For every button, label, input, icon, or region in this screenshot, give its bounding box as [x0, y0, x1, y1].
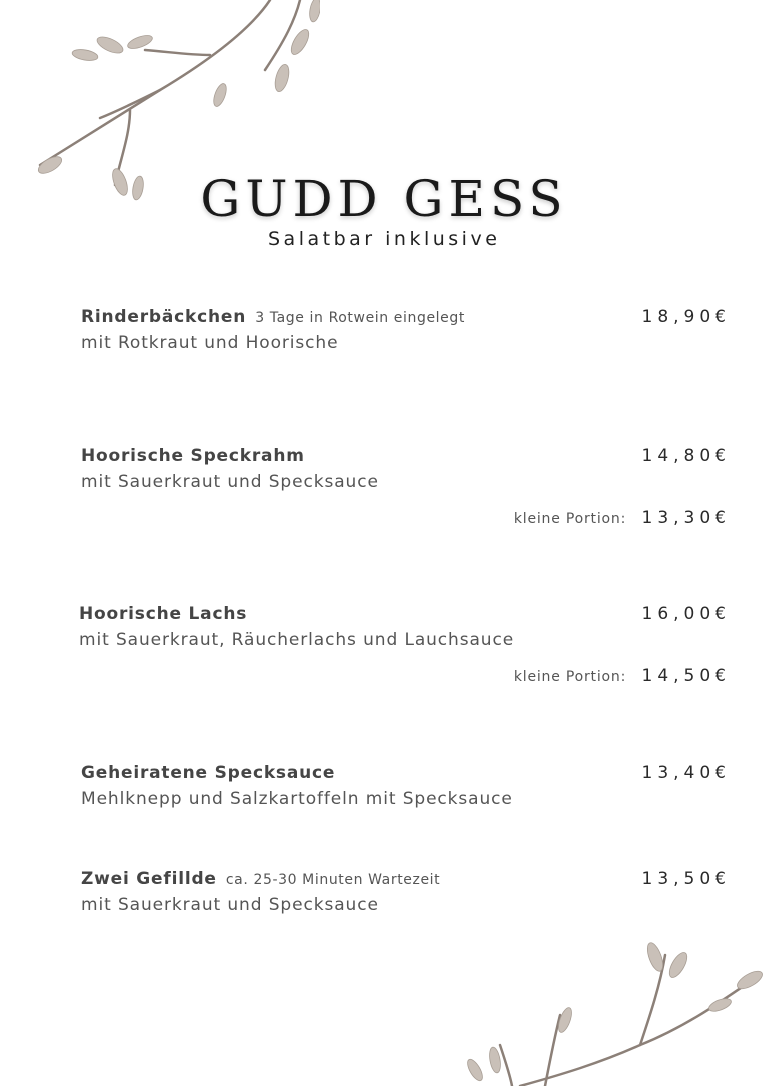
- menu-title: GUDD GESS: [200, 170, 568, 228]
- menu-item: [81, 869, 731, 915]
- dish-name: Geheiratene Specksauce: [81, 763, 336, 783]
- dish-name: Rinderbäckchen: [81, 307, 247, 327]
- dish-name: Hoorische Lachs: [79, 604, 248, 624]
- small-portion-price: 14,50€: [641, 666, 731, 686]
- small-portion-label: kleine Portion:: [513, 511, 627, 527]
- branch-decoration-bottom: [440, 935, 768, 1086]
- dish-price: 18,90€: [641, 307, 731, 327]
- menu-subtitle: Salatbar inklusive: [268, 228, 501, 250]
- dish-note: 3 Tage in Rotwein eingelegt: [255, 310, 465, 326]
- menu-item: [79, 604, 731, 686]
- dish-description: mit Rotkraut und Hoorische: [81, 333, 339, 353]
- dish-price: 14,80€: [641, 446, 731, 466]
- dish-description: Mehlknepp und Salzkartoffeln mit Specksauce: [81, 789, 513, 809]
- small-portion: [514, 666, 731, 686]
- dish-note: ca. 25-30 Minuten Wartezeit: [225, 872, 441, 888]
- small-portion-label: kleine Portion:: [513, 669, 627, 685]
- menu-item: [81, 307, 731, 353]
- menu-item: [81, 446, 731, 528]
- dish-price: 13,50€: [641, 869, 731, 889]
- small-portion: [514, 508, 731, 528]
- small-portion-price: 13,30€: [641, 508, 731, 528]
- dish-description: mit Sauerkraut und Specksauce: [81, 895, 379, 915]
- dish-name: Zwei Gefillde: [81, 869, 217, 889]
- dish-price: 16,00€: [641, 604, 731, 624]
- menu-item: [81, 763, 731, 809]
- dish-description: mit Sauerkraut, Räucherlachs und Lauchsauce: [79, 630, 515, 650]
- dish-name: Hoorische Speckrahm: [81, 446, 305, 466]
- dish-price: 13,40€: [641, 763, 731, 783]
- dish-description: mit Sauerkraut und Specksauce: [81, 472, 379, 492]
